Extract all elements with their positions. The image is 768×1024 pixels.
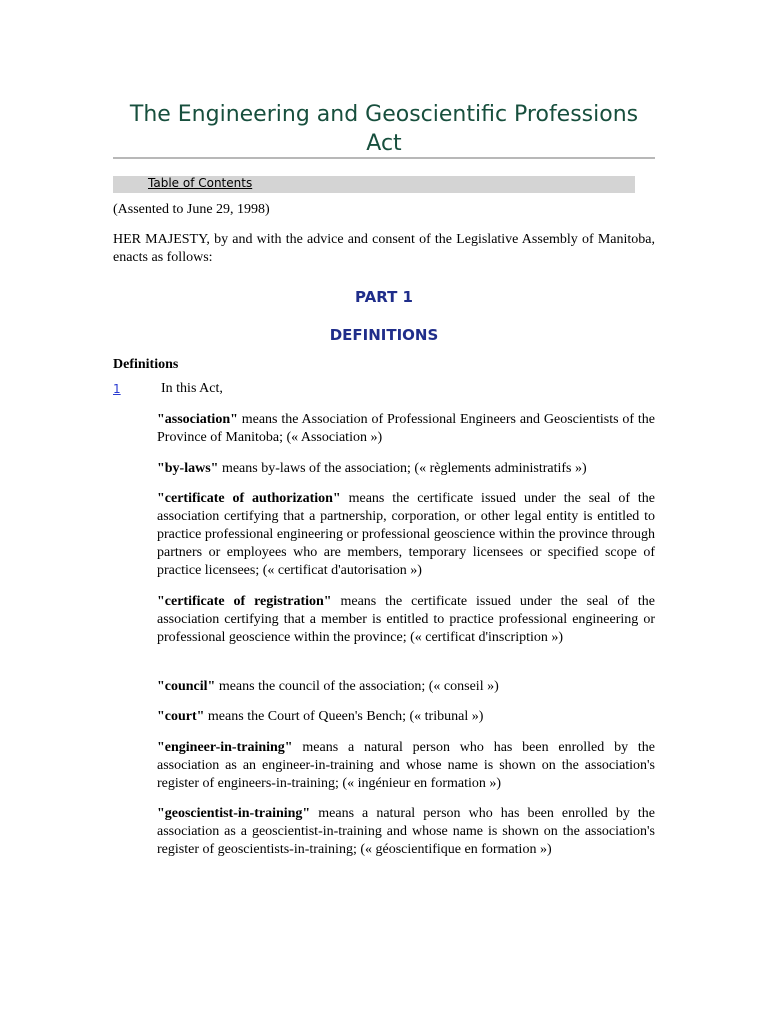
definition-text: means a natural person who has been enrolled by the association as a geoscientist-in-training and whose name is shown on the association's register of geoscientists-in-training; (« géoscientifique en formation ») <box>157 806 655 857</box>
definition-association <box>157 411 655 447</box>
definition-term: "certificate of authorization" <box>157 491 341 506</box>
assent-date: (Assented to June 29, 1998) <box>113 202 270 217</box>
enacting-clause: HER MAJESTY, by and with the advice and consent of the Legislative Assembly of Manitoba, enacts as follows: <box>113 232 655 265</box>
definition-text: means the certificate issued under the seal of the association certifying that a partnership, corporation, or other legal entity is entitled to practice professional engineering or professional geoscience within the province through partners or employees who are members, temporary licensees or specified scope of practice licensees; (« certificat d'autorisation ») <box>157 491 655 578</box>
section-intro: In this Act, <box>161 381 223 396</box>
definition-by-laws <box>157 460 655 478</box>
section-number-link[interactable]: 1 <box>113 382 121 396</box>
table-of-contents-link[interactable]: Table of Contents <box>148 176 253 190</box>
definition-text: means the certificate issued under the seal of the association certifying that a member is entitled to practice professional engineering or professional geoscience within the province; (« certificat d'inscription ») <box>157 594 655 645</box>
part-title: DEFINITIONS <box>329 326 439 344</box>
definition-council <box>157 678 655 696</box>
toc-bar <box>113 176 635 193</box>
definition-term: "court" <box>157 709 205 724</box>
part-heading: PART 1 <box>355 288 413 306</box>
title-divider <box>113 157 655 159</box>
definition-court <box>157 708 655 726</box>
definition-term: "geoscientist-in-training" <box>157 806 311 821</box>
definition-certificate-of-registration <box>157 593 655 647</box>
definition-certificate-of-authorization <box>157 490 655 580</box>
definition-term: "council" <box>157 679 216 694</box>
definition-text: means the Court of Queen's Bench; (« tribunal ») <box>204 709 484 724</box>
definition-geoscientist-in-training <box>157 805 655 859</box>
definition-engineer-in-training <box>157 739 655 793</box>
definition-term: "engineer-in-training" <box>157 740 293 755</box>
section-label: Definitions <box>113 357 179 372</box>
definition-text: means by-laws of the association; (« règlements administratifs ») <box>218 461 587 476</box>
document-title: The Engineering and Geoscientific Professions Act <box>129 102 639 156</box>
definition-term: "certificate of registration" <box>157 594 332 609</box>
definition-text: means the council of the association; (« conseil ») <box>215 679 499 694</box>
definition-term: "association" <box>157 412 238 427</box>
definition-text: means a natural person who has been enrolled by the association as an engineer-in-training and whose name is shown on the association's register of engineers-in-training; (« ingénieur en formation ») <box>157 740 655 791</box>
definition-term: "by-laws" <box>157 461 219 476</box>
definition-text: means the Association of Professional Engineers and Geoscientists of the Province of Manitoba; (« Association ») <box>157 412 655 445</box>
